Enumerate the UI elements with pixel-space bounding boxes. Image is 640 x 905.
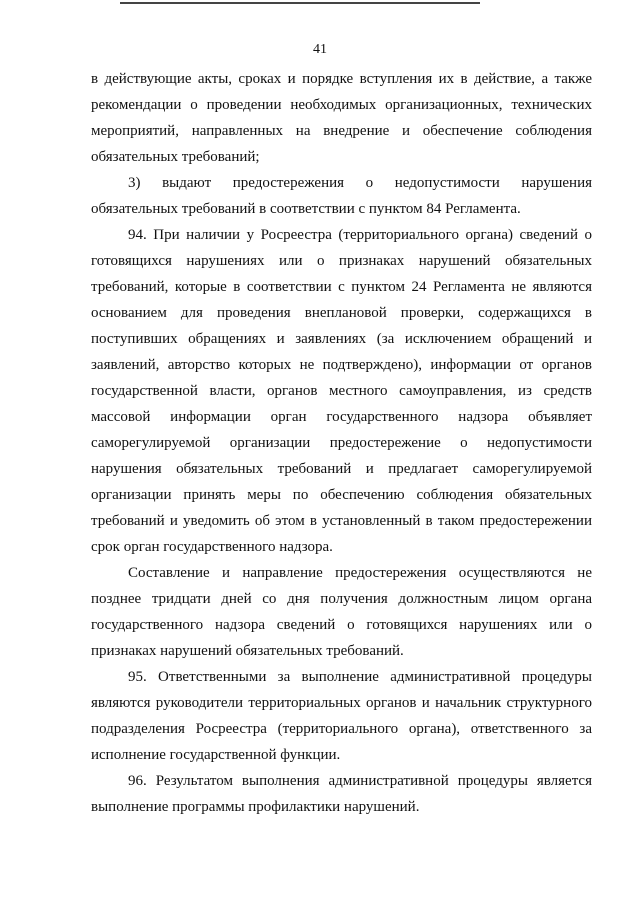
paragraph-continuation: в действующие акты, сроках и порядке вступления их в действие, а также рекомендации о проведении необходимых организационных, технических мероприятий, направленных на внедрение и обеспечение соблюдения обязательных требований; [91,71,592,165]
paragraph-95: 95. Ответственными за выполнение административной процедуры являются руководители территориальных органов и начальник структурного подразделения Росреестра (территориального органа), ответственного за исполнение государственной функции. [91,669,592,763]
paragraph-94: 94. При наличии у Росреестра (территориального органа) сведений о готовящихся нарушениях или о признаках нарушений обязательных требований, которые в соответствии с пунктом 24 Регламента не являются основанием для проведения внеплановой проверки, содержащихся в поступивших обращениях и заявлениях (за исключением обращений и заявлений, авторство которых не подтверждено), информации от органов государственной власти, органов местного самоуправления, из средств массовой информации орган государственного надзора объявляет саморегулируемой организации предостережение о недопустимости нарушения обязательных требований и предлагает саморегулируемой организации принять меры по обеспечению соблюдения обязательных требований и уведомить об этом в установленный в таком предостережении срок орган государственного надзора. [91,227,592,555]
top-border-line [120,2,480,4]
page-number: 41 [313,42,327,57]
paragraph-94-deadline: Составление и направление предостережения осуществляются не позднее тридцати дней со дня получения должностным лицом органа государственного надзора сведений о готовящихся нарушениях или о признаках нарушений обязательных требований. [91,565,592,659]
document-body [91,66,592,820]
paragraph-96: 96. Результатом выполнения административной процедуры является выполнение программы профилактики нарушений. [91,773,592,815]
paragraph-item-3: 3) выдают предостережения о недопустимости нарушения обязательных требований в соответствии с пунктом 84 Регламента. [91,175,592,217]
